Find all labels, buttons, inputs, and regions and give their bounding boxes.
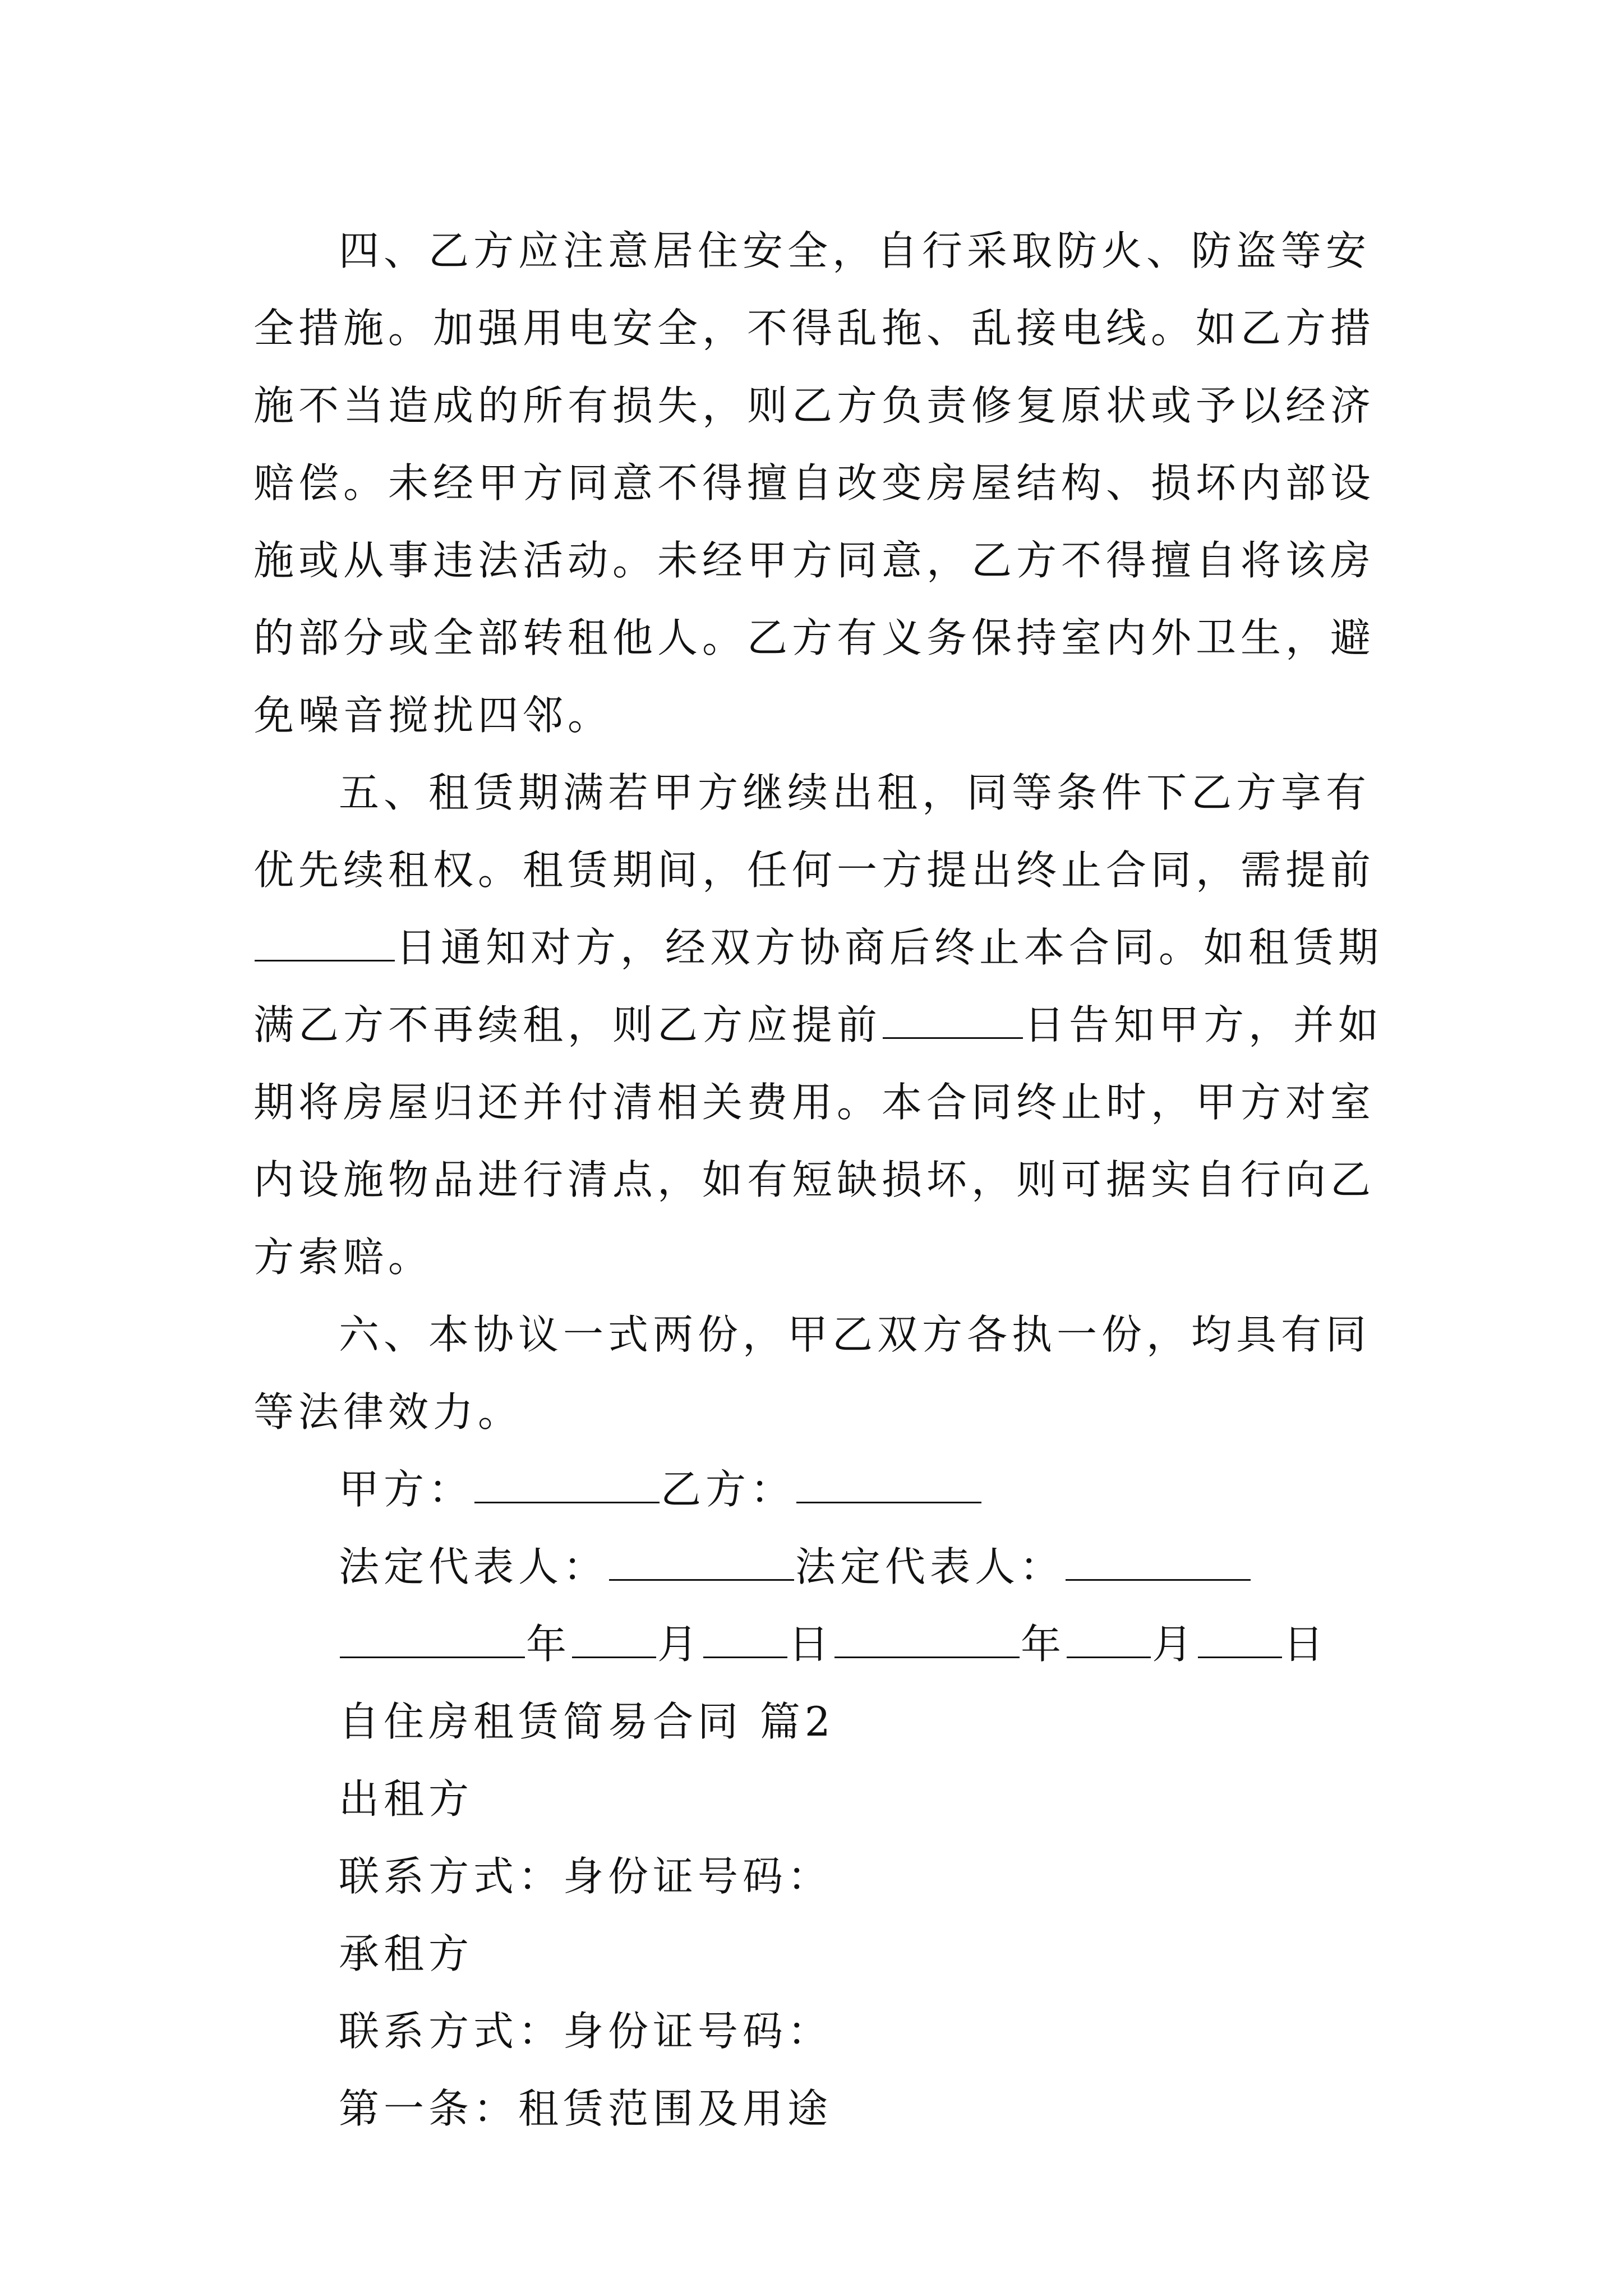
- document-body: [253, 212, 1386, 2147]
- article-5-text-2: 日通知对方，经双方协商后终止本合同。如租赁期满乙方不再续租，则乙方应提前: [253, 924, 1384, 1048]
- lessee-label: 承租方: [339, 1930, 474, 1977]
- lessor-label: 出租方: [339, 1775, 474, 1823]
- rep-b-blank[interactable]: [1066, 1545, 1251, 1581]
- party-b-label: 乙方：: [661, 1466, 796, 1513]
- party-a-blank[interactable]: [474, 1468, 660, 1503]
- rep-a-blank[interactable]: [609, 1545, 794, 1581]
- month-b-blank[interactable]: [1067, 1623, 1151, 1658]
- year-a-blank[interactable]: [340, 1623, 525, 1658]
- lessee-contact: 联系方式：身份证号码：: [339, 2008, 833, 2055]
- clause-1-title: 第一条：租赁范围及用途: [339, 2085, 833, 2132]
- notice-days-blank[interactable]: [255, 926, 395, 961]
- year-b-label: 年: [1021, 1621, 1066, 1668]
- year-b-blank[interactable]: [834, 1623, 1020, 1658]
- article-4-paragraph: 四、乙方应注意居住安全，自行采取防火、防盗等安全措施。加强用电安全，不得乱拖、乱接电线。如乙方措施不当造成的所有损失，则乙方负责修复原状或予以经济赔偿。未经甲方同意不得擅自改变房屋结构、损坏内部设施或从事违法活动。未经甲方同意，乙方不得擅自将该房的部分或全部转租他人。乙方有义务保持室内外卫生，避免噪音搅扰四邻。: [253, 227, 1376, 739]
- article-6-paragraph: 六、本协议一式两份，甲乙双方各执一份，均具有同等法律效力。: [253, 1311, 1371, 1435]
- month-b-label: 月: [1152, 1621, 1197, 1668]
- day-b-label: 日: [1283, 1621, 1329, 1668]
- party-a-label: 甲方：: [339, 1466, 474, 1513]
- day-a-blank[interactable]: [703, 1623, 787, 1658]
- month-a-label: 月: [657, 1621, 703, 1668]
- date-line: [253, 1605, 1386, 1683]
- article-5-text-3: 日告知甲方，并如期将房屋归还并付清相关费用。本合同终止时，甲方对室内设施物品进行清点，如有短缺损坏，则可据实自行向乙方索赔。: [253, 1001, 1384, 1281]
- day-b-blank[interactable]: [1198, 1623, 1282, 1658]
- party-signature-line: [253, 1451, 1386, 1528]
- rep-b-label: 法定代表人：: [795, 1543, 1065, 1590]
- lessor-contact: 联系方式：身份证号码：: [339, 1853, 833, 1900]
- representative-line: [253, 1528, 1386, 1605]
- renewal-notice-days-blank[interactable]: [883, 1004, 1023, 1039]
- party-b-blank[interactable]: [796, 1468, 981, 1503]
- rep-a-label: 法定代表人：: [339, 1543, 608, 1590]
- article-5-text-1: 五、租赁期满若甲方继续出租，同等条件下乙方享有优先续租权。租赁期间，任何一方提出终止合同，需提前: [253, 769, 1376, 894]
- day-a-label: 日: [789, 1621, 834, 1668]
- article-5-paragraph: [253, 754, 1386, 1296]
- month-a-blank[interactable]: [572, 1623, 656, 1658]
- contract-2-title: 自住房租赁简易合同 篇2: [339, 1698, 835, 1745]
- year-a-label: 年: [526, 1621, 571, 1668]
